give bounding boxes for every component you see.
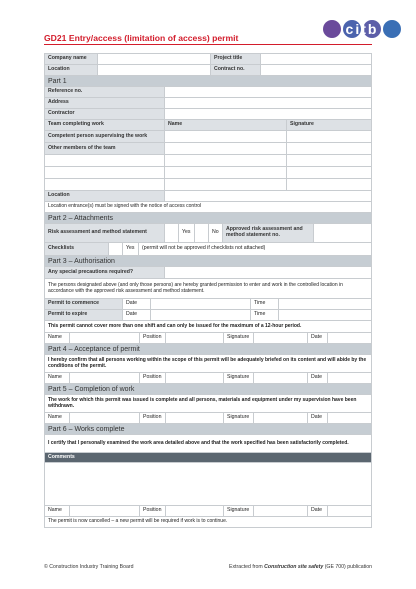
footer-copyright: © Construction Industry Training Board bbox=[44, 564, 134, 570]
competent-person-row bbox=[45, 131, 371, 143]
team-member-name-field[interactable] bbox=[165, 167, 287, 178]
part5-heading: Part 5 – Completion of work bbox=[45, 384, 371, 395]
part2-heading: Part 2 – Attachments bbox=[45, 213, 371, 224]
signoff-signature-field[interactable] bbox=[254, 373, 308, 383]
signoff-name-field[interactable] bbox=[70, 373, 140, 383]
checklists-note: (permit will not be approved if checklists not attached) bbox=[142, 245, 266, 252]
contractor-row bbox=[45, 109, 371, 120]
approved-statement-field[interactable] bbox=[314, 224, 371, 242]
signoff-position-label: Position bbox=[140, 506, 166, 516]
part1-location-field[interactable] bbox=[165, 191, 371, 201]
location-note-row bbox=[45, 202, 371, 213]
team-member-row bbox=[45, 167, 371, 179]
signoff-name-field[interactable] bbox=[70, 506, 140, 516]
comments-field[interactable] bbox=[45, 463, 371, 505]
signoff-date-field[interactable] bbox=[328, 373, 371, 383]
team-member-signature-field[interactable] bbox=[287, 179, 371, 190]
checklists-yes-label: Yes bbox=[123, 243, 139, 255]
team-member-extra-cell[interactable] bbox=[45, 179, 165, 190]
expire-time-field[interactable] bbox=[279, 310, 371, 320]
competent-person-label: Competent person supervising the work bbox=[45, 131, 165, 142]
risk-no-label: No bbox=[209, 224, 223, 242]
comments-header-row bbox=[45, 453, 371, 463]
works-complete-statement: I certify that I personally examined the work area detailed above and that the work specified has been satisfactorily completed. bbox=[45, 435, 371, 452]
signoff-date-field[interactable] bbox=[328, 413, 371, 423]
checklists-label: Checklists bbox=[45, 243, 109, 255]
team-member-signature-field[interactable] bbox=[287, 143, 371, 154]
shift-note: This permit cannot cover more than one shift and can only be issued for the maximum of a 12-hour period. bbox=[45, 321, 371, 332]
cancel-note-row bbox=[45, 517, 371, 528]
signoff-name-field[interactable] bbox=[70, 333, 140, 343]
other-members-label: Other members of the team bbox=[45, 143, 165, 154]
signoff-name-label: Name bbox=[45, 506, 70, 516]
comments-label: Comments bbox=[45, 453, 371, 462]
signoff-date-field[interactable] bbox=[328, 506, 371, 516]
part4-signoff-row bbox=[45, 373, 371, 384]
expire-label: Permit to expire bbox=[45, 310, 123, 320]
signoff-position-label: Position bbox=[140, 333, 166, 343]
name-column-label: Name bbox=[165, 120, 287, 130]
commence-time-label: Time bbox=[251, 299, 279, 309]
team-member-row bbox=[45, 143, 371, 155]
contract-no-field[interactable] bbox=[261, 65, 371, 75]
logo-text: citb bbox=[345, 21, 379, 37]
signoff-signature-field[interactable] bbox=[254, 506, 308, 516]
competent-person-name-field[interactable] bbox=[165, 131, 287, 142]
team-header-row bbox=[45, 120, 371, 131]
acceptance-statement: I hereby confirm that all persons working within the scope of this permit will be adequately briefed on its content and will abide by the conditions of the permit. bbox=[45, 355, 371, 372]
address-label: Address bbox=[45, 98, 165, 108]
part3-heading: Part 3 – Authorisation bbox=[45, 256, 371, 267]
team-member-extra-cell[interactable] bbox=[45, 167, 165, 178]
special-precautions-field[interactable] bbox=[165, 267, 371, 278]
signoff-position-field[interactable] bbox=[166, 373, 224, 383]
special-precautions-row bbox=[45, 267, 371, 279]
expire-date-label: Date bbox=[123, 310, 151, 320]
signoff-signature-label: Signature bbox=[224, 413, 254, 423]
part4-heading: Part 4 – Acceptance of permit bbox=[45, 344, 371, 355]
signoff-position-label: Position bbox=[140, 373, 166, 383]
commence-date-label: Date bbox=[123, 299, 151, 309]
part1-heading: Part 1 bbox=[45, 76, 371, 87]
project-title-label: Project title bbox=[211, 54, 261, 64]
commence-date-field[interactable] bbox=[151, 299, 251, 309]
signoff-position-field[interactable] bbox=[166, 506, 224, 516]
checklists-checkbox[interactable] bbox=[109, 243, 123, 255]
signoff-name-field[interactable] bbox=[70, 413, 140, 423]
signoff-signature-label: Signature bbox=[224, 506, 254, 516]
team-member-extra-cell[interactable] bbox=[45, 155, 165, 166]
risk-yes-checkbox[interactable] bbox=[195, 224, 209, 242]
address-row bbox=[45, 98, 371, 109]
company-name-field[interactable] bbox=[98, 54, 211, 64]
signoff-signature-label: Signature bbox=[224, 373, 254, 383]
citb-logo bbox=[323, 20, 401, 38]
expire-date-field[interactable] bbox=[151, 310, 251, 320]
team-completing-label: Team completing work bbox=[45, 120, 165, 130]
authorisation-statement: The persons designated above (and only those persons) are hereby granted permission to enter and work in the controlled location in accordance with the approved risk assessment and method statement. bbox=[45, 279, 371, 298]
part3-signoff-row bbox=[45, 333, 371, 344]
signoff-position-field[interactable] bbox=[166, 333, 224, 343]
signoff-date-field[interactable] bbox=[328, 333, 371, 343]
team-member-name-field[interactable] bbox=[165, 179, 287, 190]
special-precautions-label: Any special precautions required? bbox=[45, 267, 165, 278]
reference-row bbox=[45, 87, 371, 98]
reference-no-label: Reference no. bbox=[45, 87, 165, 97]
commence-label: Permit to commence bbox=[45, 299, 123, 309]
team-member-name-field[interactable] bbox=[165, 143, 287, 154]
competent-person-signature-field[interactable] bbox=[287, 131, 371, 142]
footer-source-suffix: (GE 700) publication bbox=[323, 564, 372, 570]
title-rule bbox=[44, 44, 372, 45]
comments-row bbox=[45, 463, 371, 506]
team-member-signature-field[interactable] bbox=[287, 155, 371, 166]
footer-source-title: Construction site safety bbox=[264, 564, 324, 570]
authorisation-statement-row bbox=[45, 279, 371, 299]
footer-source-prefix: Extracted from bbox=[229, 564, 265, 570]
contract-no-label: Contract no. bbox=[211, 65, 261, 75]
commence-time-field[interactable] bbox=[279, 299, 371, 309]
signoff-position-label: Position bbox=[140, 413, 166, 423]
permit-form bbox=[44, 53, 372, 528]
risk-assessment-label: Risk assessment and method statement bbox=[45, 224, 165, 242]
works-complete-statement-row bbox=[45, 435, 371, 453]
signoff-position-field[interactable] bbox=[166, 413, 224, 423]
signoff-date-label: Date bbox=[308, 413, 328, 423]
signoff-name-label: Name bbox=[45, 413, 70, 423]
shift-note-row bbox=[45, 321, 371, 333]
part1-location-label: Location bbox=[45, 191, 165, 201]
cancel-note: The permit is now cancelled – a new permit will be required if work is to continue. bbox=[45, 517, 371, 527]
contractor-label: Contractor bbox=[45, 109, 165, 119]
signoff-signature-label: Signature bbox=[224, 333, 254, 343]
signoff-name-label: Name bbox=[45, 333, 70, 343]
company-row bbox=[45, 54, 371, 65]
approved-statement-label: Approved risk assessment and method statement no. bbox=[223, 224, 314, 242]
team-member-row bbox=[45, 179, 371, 191]
location-field[interactable] bbox=[98, 65, 211, 75]
expire-row bbox=[45, 310, 371, 321]
location-note: Location entrance(s) must be signed with the notice of access control bbox=[45, 202, 371, 212]
risk-assessment-spacer bbox=[165, 224, 179, 242]
signoff-date-label: Date bbox=[308, 333, 328, 343]
address-field[interactable] bbox=[165, 98, 371, 108]
location-row bbox=[45, 65, 371, 76]
risk-yes-label: Yes bbox=[179, 224, 195, 242]
signature-column-label: Signature bbox=[287, 120, 371, 130]
signoff-name-label: Name bbox=[45, 373, 70, 383]
company-name-label: Company name bbox=[45, 54, 98, 64]
reference-no-field[interactable] bbox=[165, 87, 371, 97]
expire-time-label: Time bbox=[251, 310, 279, 320]
checklists-row bbox=[45, 243, 371, 256]
risk-assessment-row bbox=[45, 224, 371, 243]
commence-row bbox=[45, 299, 371, 310]
part5-signoff-row bbox=[45, 413, 371, 424]
part1-location-row bbox=[45, 191, 371, 202]
signoff-date-label: Date bbox=[308, 506, 328, 516]
team-member-signature-field[interactable] bbox=[287, 167, 371, 178]
signoff-signature-field[interactable] bbox=[254, 413, 308, 423]
completion-statement-row bbox=[45, 395, 371, 413]
acceptance-statement-row bbox=[45, 355, 371, 373]
project-title-field[interactable] bbox=[261, 54, 371, 64]
team-member-name-field[interactable] bbox=[165, 155, 287, 166]
signoff-date-label: Date bbox=[308, 373, 328, 383]
contractor-field[interactable] bbox=[165, 109, 371, 119]
team-member-row bbox=[45, 155, 371, 167]
signoff-signature-field[interactable] bbox=[254, 333, 308, 343]
part6-signoff-row bbox=[45, 506, 371, 517]
completion-statement: The work for which this permit was issued is complete and all persons, materials and equipment under my supervision have been withdrawn. bbox=[45, 395, 371, 412]
footer-source bbox=[229, 564, 372, 570]
part6-heading: Part 6 – Works complete bbox=[45, 424, 371, 435]
page-title: GD21 Entry/access (limitation of access) permit bbox=[44, 33, 239, 43]
location-label: Location bbox=[45, 65, 98, 75]
